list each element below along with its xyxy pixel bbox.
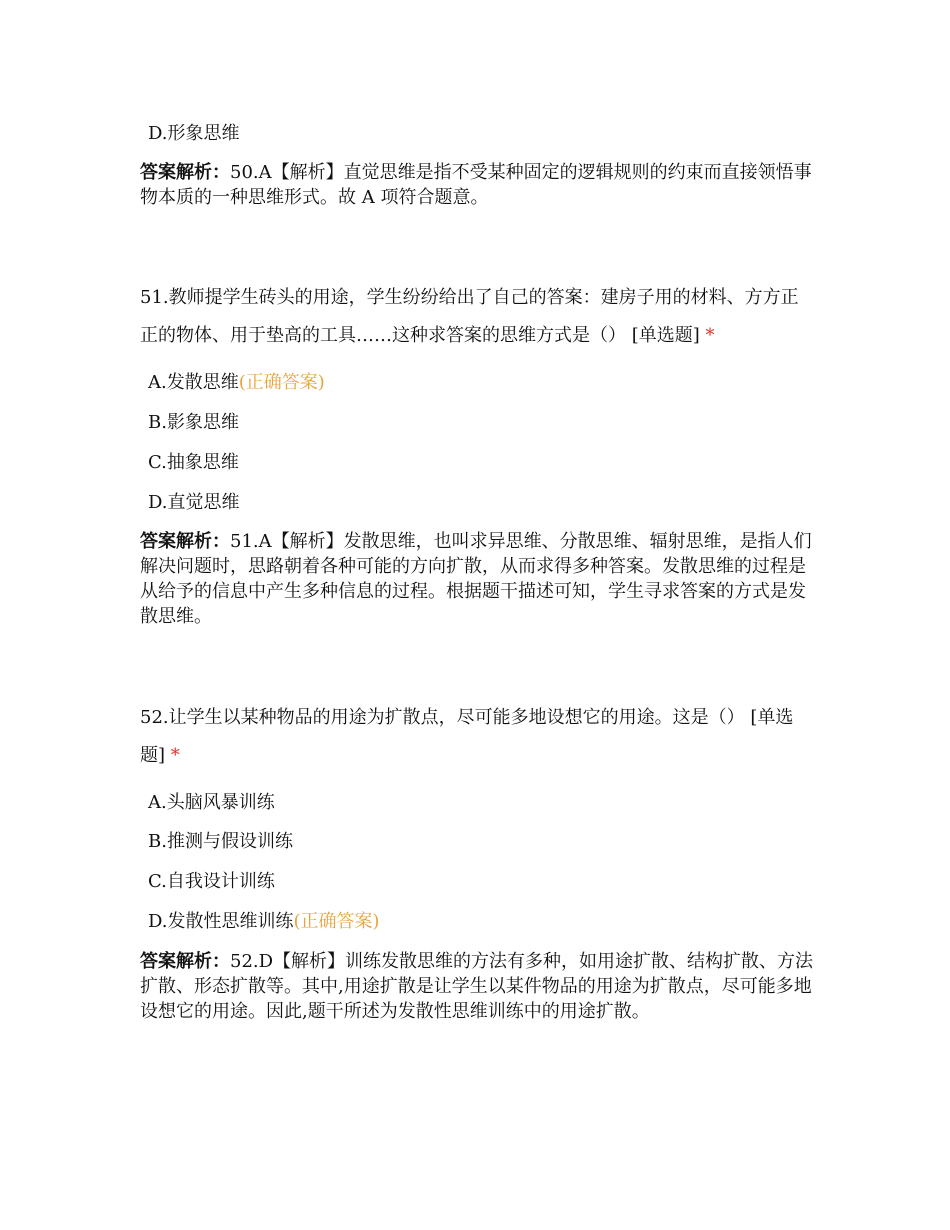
analysis-label: 答案解析： [140, 951, 230, 972]
q52-option-c: C.自我设计训练 [148, 871, 275, 892]
q51-analysis [140, 529, 815, 629]
q52-option-a: A.头脑风暴训练 [148, 792, 275, 813]
q51-stem-text: 51.教师提学生砖头的用途，学生纷纷给出了自己的答案：建房子用的材料、方方正正的物体、用于垫高的工具……这种求答案的思维方式是（） [140, 287, 799, 346]
q51-option-d: D.直觉思维 [148, 492, 240, 513]
q51-type-tag: [单选题] [631, 325, 700, 346]
q50-analysis [140, 160, 815, 210]
analysis-label: 答案解析： [140, 162, 230, 183]
q51-option-a [148, 371, 325, 395]
q52-option-d [148, 910, 380, 934]
required-mark: * [170, 745, 180, 766]
q52-option-b: B.推测与假设训练 [148, 831, 293, 852]
analysis-text: 52.D【解析】训练发散思维的方法有多种，如用途扩散、结构扩散、方法扩散、形态扩散等。其中,用途扩散是让学生以某件物品的用途为扩散点，尽可能多地设想它的用途。因此,题干所述为发散性思维训练中的用途扩散。 [140, 951, 814, 1022]
option-label: D.发散性思维训练 [148, 911, 294, 932]
q52-stem [140, 699, 815, 775]
q51-option-b: B.影象思维 [148, 412, 239, 433]
q52-stem-text: 52.让学生以某种物品的用途为扩散点，尽可能多地设想它的用途。这是（） [140, 707, 745, 728]
required-mark: * [705, 325, 715, 346]
q51-option-c: C.抽象思维 [148, 452, 239, 473]
correct-answer-marker: (正确答案) [293, 911, 380, 932]
q52-type-tag: [单选题] [140, 707, 794, 766]
option-label: A.发散思维 [148, 372, 239, 393]
analysis-text: 50.A【解析】直觉思维是指不受某种固定的逻辑规则的约束而直接领悟事物本质的一种思维形式。故 A 项符合题意。 [140, 162, 812, 208]
q50-option-d: D.形象思维 [148, 123, 240, 144]
analysis-label: 答案解析： [140, 531, 230, 552]
analysis-text: 51.A【解析】发散思维，也叫求异思维、分散思维、辐射思维，是指人们解决问题时，思路朝着各种可能的方向扩散，从而求得多种答案。发散思维的过程是从给予的信息中产生多种信息的过程。根据题干描述可知，学生寻求答案的方式是发散思维。 [140, 531, 812, 627]
q51-stem [140, 279, 815, 355]
correct-answer-marker: (正确答案) [238, 372, 325, 393]
q52-analysis [140, 949, 815, 1024]
